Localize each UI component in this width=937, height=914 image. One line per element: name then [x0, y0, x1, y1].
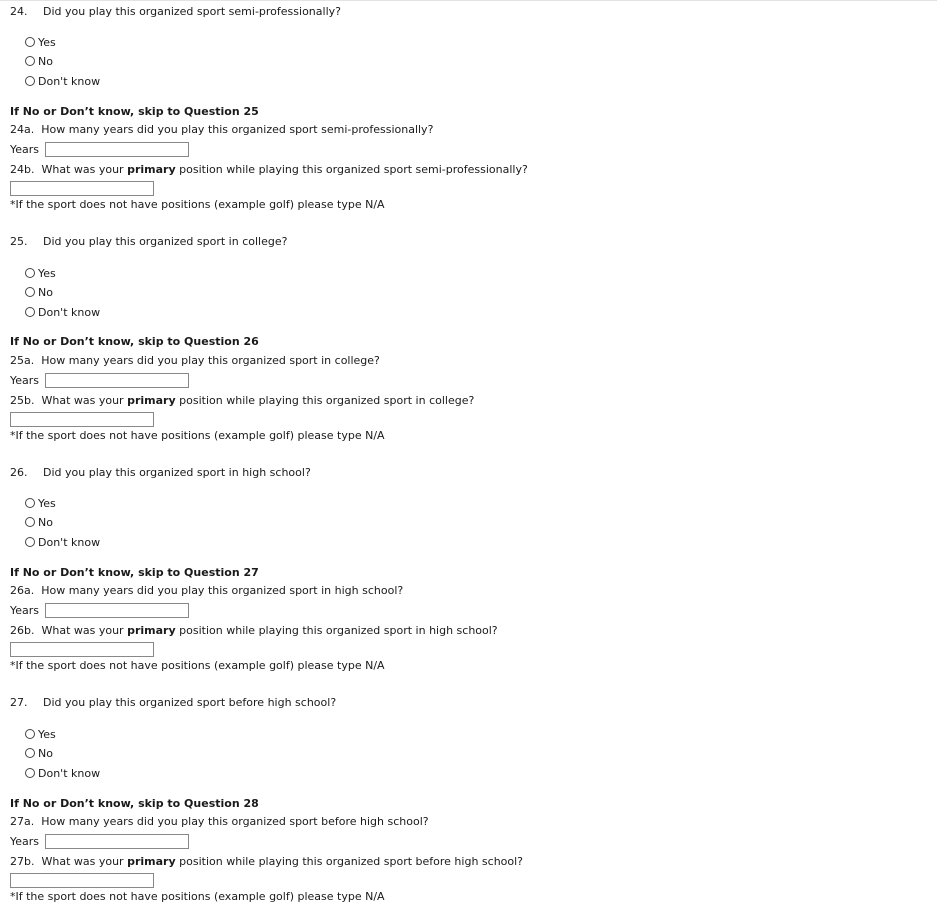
radio-option-no[interactable] — [25, 745, 53, 761]
question-text: Did you play this organized sport semi-professionally? — [43, 5, 341, 18]
sub-question-text: How many years did you play this organized sport in college? — [41, 354, 380, 367]
radio-option-no[interactable] — [25, 284, 53, 300]
radio-circle-icon[interactable] — [25, 37, 35, 47]
radio-label: Don't know — [38, 305, 101, 319]
emphasis-primary: primary — [127, 394, 176, 407]
radio-option-yes[interactable] — [25, 265, 56, 281]
question-title — [10, 696, 336, 710]
question-title — [10, 466, 311, 480]
radio-option-dont-know[interactable] — [25, 534, 100, 550]
radio-label: No — [38, 515, 53, 529]
radio-label: Yes — [38, 266, 56, 280]
question-number: 27. — [10, 696, 28, 709]
sub-question-text: How many years did you play this organized sport before high school? — [41, 815, 429, 828]
sub-question-text-rest: position while playing this organized sport before high school? — [179, 855, 524, 868]
radio-label: Yes — [38, 496, 56, 510]
radio-label: No — [38, 746, 53, 760]
sub-question-b — [10, 624, 498, 638]
radio-circle-icon[interactable] — [25, 748, 35, 758]
sub-question-text: What was your — [41, 163, 124, 176]
radio-option-dont-know[interactable] — [25, 73, 100, 89]
years-input[interactable] — [45, 834, 189, 849]
note-text: *If the sport does not have positions (example golf) please type N/A — [10, 890, 385, 903]
skip-instruction: If No or Don’t know, skip to Question 27 — [10, 566, 259, 579]
radio-option-dont-know[interactable] — [25, 304, 100, 320]
radio-label: Don't know — [38, 766, 101, 780]
sub-question-a — [10, 354, 380, 368]
note-text: *If the sport does not have positions (example golf) please type N/A — [10, 198, 385, 211]
sub-question-text: What was your — [41, 624, 124, 637]
sub-question-text: How many years did you play this organized sport semi-professionally? — [41, 123, 434, 136]
sub-question-number: 24b. — [10, 163, 35, 176]
sub-question-a — [10, 584, 403, 598]
years-input[interactable] — [45, 142, 189, 157]
sub-question-a — [10, 815, 429, 829]
radio-circle-icon[interactable] — [25, 268, 35, 278]
radio-circle-icon[interactable] — [25, 729, 35, 739]
sub-question-number: 25a. — [10, 354, 35, 367]
sub-question-b — [10, 394, 474, 408]
years-label: Years — [10, 143, 40, 156]
sub-question-text-rest: position while playing this organized sport in college? — [179, 394, 475, 407]
years-label: Years — [10, 374, 40, 387]
question-title — [10, 235, 287, 249]
sub-question-text-rest: position while playing this organized sport semi-professionally? — [179, 163, 528, 176]
radio-label: Don't know — [38, 74, 101, 88]
question-number: 26. — [10, 466, 28, 479]
sub-question-b — [10, 855, 523, 869]
radio-option-dont-know[interactable] — [25, 765, 100, 781]
years-input[interactable] — [45, 603, 189, 618]
radio-option-no[interactable] — [25, 514, 53, 530]
radio-circle-icon[interactable] — [25, 517, 35, 527]
sub-question-number: 27a. — [10, 815, 35, 828]
radio-circle-icon[interactable] — [25, 498, 35, 508]
radio-option-no[interactable] — [25, 53, 53, 69]
question-number: 25. — [10, 235, 28, 248]
question-text: Did you play this organized sport before high school? — [43, 696, 337, 709]
skip-instruction: If No or Don’t know, skip to Question 26 — [10, 335, 259, 348]
radio-circle-icon[interactable] — [25, 287, 35, 297]
sub-question-b — [10, 163, 528, 177]
radio-label: Yes — [38, 727, 56, 741]
emphasis-primary: primary — [127, 163, 176, 176]
sub-question-number: 27b. — [10, 855, 35, 868]
years-label: Years — [10, 835, 40, 848]
skip-instruction: If No or Don’t know, skip to Question 25 — [10, 105, 259, 118]
emphasis-primary: primary — [127, 855, 176, 868]
radio-option-yes[interactable] — [25, 726, 56, 742]
radio-circle-icon[interactable] — [25, 56, 35, 66]
question-text: Did you play this organized sport in high school? — [43, 466, 311, 479]
radio-circle-icon[interactable] — [25, 76, 35, 86]
top-divider — [0, 0, 937, 1]
radio-circle-icon[interactable] — [25, 768, 35, 778]
position-input[interactable] — [10, 873, 154, 888]
skip-instruction: If No or Don’t know, skip to Question 28 — [10, 797, 259, 810]
position-input[interactable] — [10, 642, 154, 657]
years-input[interactable] — [45, 373, 189, 388]
sub-question-text: What was your — [41, 855, 124, 868]
position-input[interactable] — [10, 181, 154, 196]
note-text: *If the sport does not have positions (example golf) please type N/A — [10, 659, 385, 672]
sub-question-text: How many years did you play this organized sport in high school? — [41, 584, 404, 597]
question-title — [10, 5, 341, 19]
radio-label: No — [38, 54, 53, 68]
radio-option-yes[interactable] — [25, 34, 56, 50]
radio-circle-icon[interactable] — [25, 307, 35, 317]
sub-question-text-rest: position while playing this organized sport in high school? — [179, 624, 498, 637]
sub-question-text: What was your — [41, 394, 124, 407]
radio-label: Don't know — [38, 535, 101, 549]
radio-circle-icon[interactable] — [25, 537, 35, 547]
question-text: Did you play this organized sport in college? — [43, 235, 288, 248]
sub-question-a — [10, 123, 433, 137]
radio-label: Yes — [38, 35, 56, 49]
sub-question-number: 26a. — [10, 584, 35, 597]
radio-label: No — [38, 285, 53, 299]
position-input[interactable] — [10, 412, 154, 427]
years-label: Years — [10, 604, 40, 617]
sub-question-number: 24a. — [10, 123, 35, 136]
emphasis-primary: primary — [127, 624, 176, 637]
note-text: *If the sport does not have positions (example golf) please type N/A — [10, 429, 385, 442]
sub-question-number: 25b. — [10, 394, 35, 407]
question-number: 24. — [10, 5, 28, 18]
radio-option-yes[interactable] — [25, 495, 56, 511]
sub-question-number: 26b. — [10, 624, 35, 637]
